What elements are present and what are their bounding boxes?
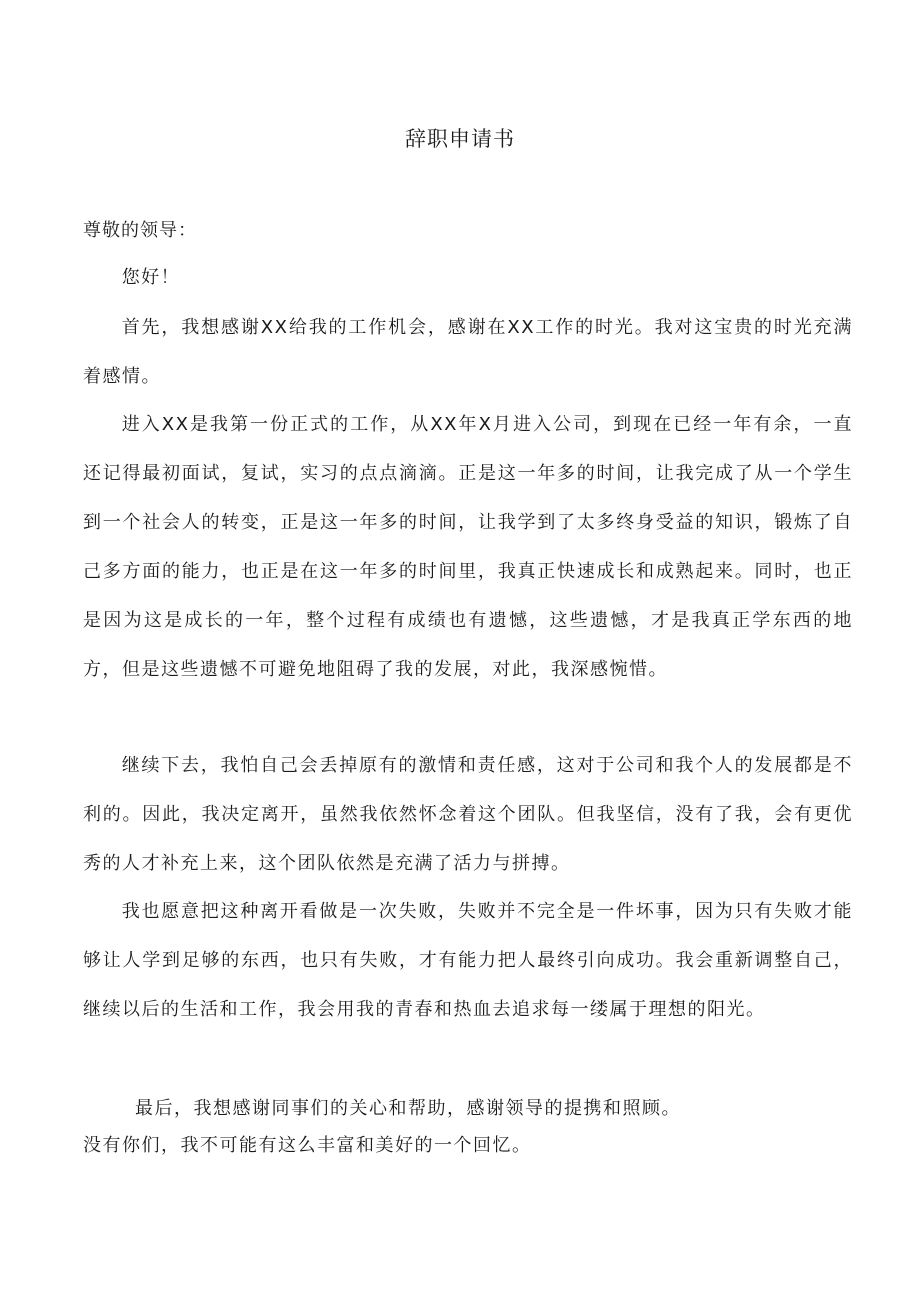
- document-title: 辞职申请书: [405, 127, 515, 151]
- paragraph-2: 进入XX是我第一份正式的工作，从XX年X月进入公司，到现在已经一年有余，一直还记得最初面试，复试，实习的点点滴滴。正是这一年多的时间，让我完成了从一个学生到一个社会人的转变，正是这一年多的时间，让我学到了太多终身受益的知识，锻炼了自己多方面的能力，也正是在这一年多的时间里，我真正快速成长和成熟起来。同时，也正是因为这是成长的一年，整个过程有成绩也有遗憾，这些遗憾，才是我真正学东西的地方，但是这些遗憾不可避免地阻碍了我的发展，对此，我深感惋惜。: [83, 414, 853, 680]
- greeting: 您好！: [121, 267, 181, 288]
- paragraph-1: 首先，我想感谢XX给我的工作机会，感谢在XX工作的时光。我对这宝贵的时光充满着感情。: [83, 317, 853, 387]
- paragraph-3: 继续下去，我怕自己会丢掉原有的激情和责任感，这对于公司和我个人的发展都是不利的。因此，我决定离开，虽然我依然怀念着这个团队。但我坚信，没有了我，会有更优秀的人才补充上来，这个团队依然是充满了活力与拼搏。: [83, 755, 853, 874]
- closing-line-1: 最后，我想感谢同事们的关心和帮助，感谢领导的提携和照顾。: [135, 1098, 681, 1119]
- closing: [83, 1090, 863, 1164]
- closing-line-2: 没有你们，我不可能有这么丰富和美好的一个回忆。: [83, 1135, 532, 1156]
- paragraph-4: 我也愿意把这种离开看做是一次失败，失败并不完全是一件坏事，因为只有失败才能够让人学到足够的东西，也只有失败，才有能力把人最终引向成功。我会重新调整自己，继续以后的生活和工作，我会用我的青春和热血去追求每一缕属于理想的阳光。: [83, 901, 853, 1020]
- salutation: 尊敬的领导：: [83, 220, 197, 241]
